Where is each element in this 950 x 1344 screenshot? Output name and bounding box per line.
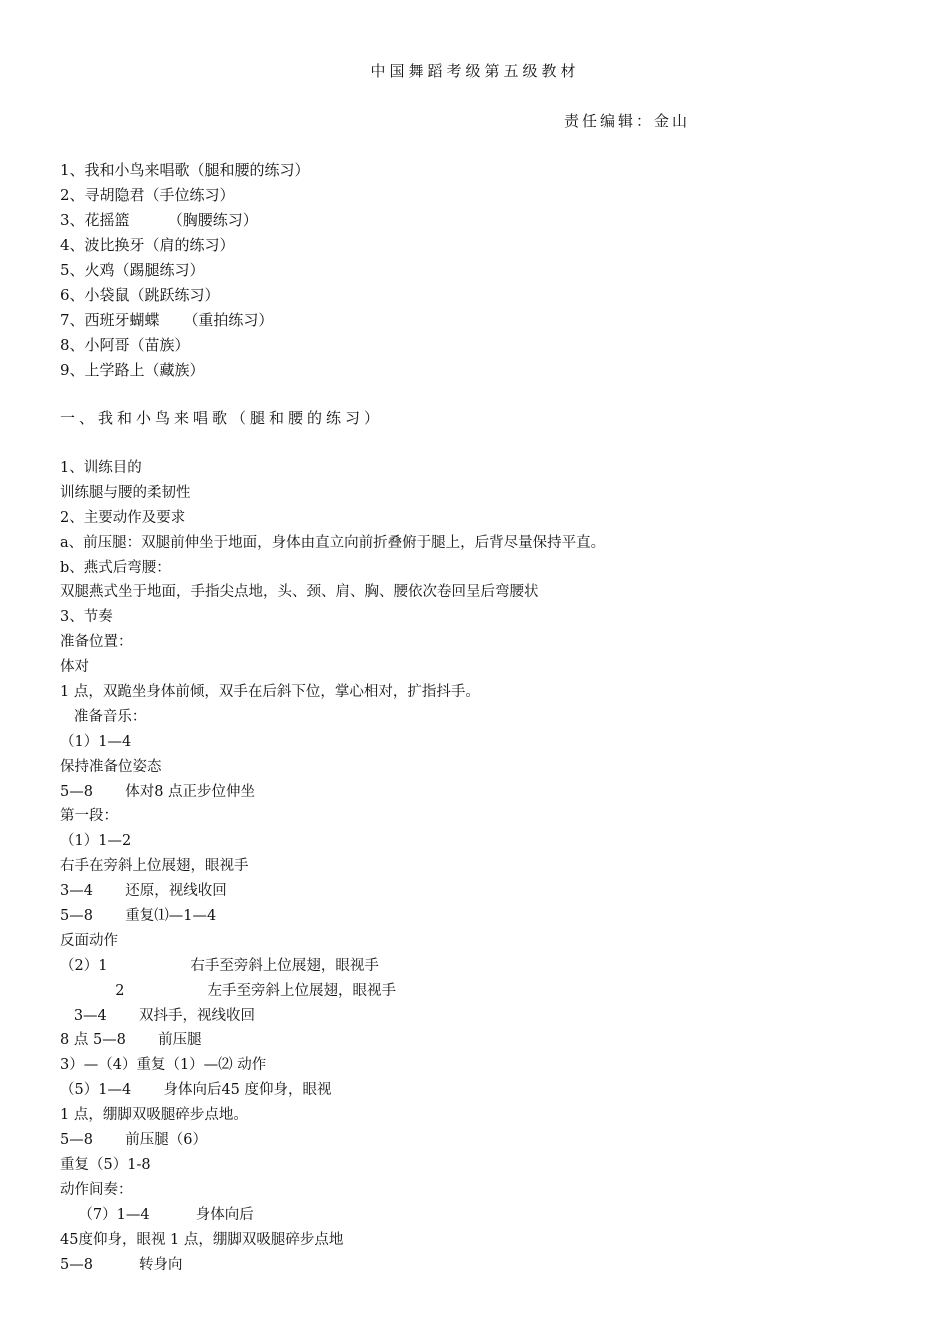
body-line: 2、主要动作及要求 bbox=[60, 509, 186, 526]
body-line: 动作间奏： bbox=[60, 1181, 133, 1198]
toc-item: 9、上学路上（藏族） bbox=[60, 361, 205, 379]
body-line: 重复（5）1-8 bbox=[60, 1156, 151, 1173]
body-line: 体对 bbox=[60, 659, 89, 676]
body-line: 保持准备位姿态 bbox=[60, 758, 162, 775]
body-line: 3、节奏 bbox=[60, 609, 113, 626]
body-line: 1、训练目的 bbox=[60, 460, 142, 476]
body-line: 训练腿与腰的柔韧性 bbox=[60, 484, 191, 501]
body-line: 5—8 转身向 bbox=[60, 1256, 183, 1273]
body-line: 1 点，绷脚双吸腿碎步点地。 bbox=[60, 1107, 248, 1124]
toc-item: 2、寻胡隐君（手位练习） bbox=[60, 186, 235, 204]
body-line: （2）1 右手至旁斜上位展翅，眼视手 bbox=[60, 957, 379, 974]
document-title: 中国舞蹈考级第五级教材 bbox=[370, 62, 580, 80]
body-line: b、燕式后弯腰： bbox=[60, 559, 171, 576]
body-line: （7）1—4 身体向后 bbox=[60, 1206, 254, 1223]
body-line: 3）—（4）重复（1）—⑵ 动作 bbox=[60, 1057, 267, 1074]
body-line: 45度仰身，眼视 1 点，绷脚双吸腿碎步点地 bbox=[60, 1231, 344, 1248]
body-line: 5—8 体对8 点正步位伸坐 bbox=[60, 783, 256, 800]
body-line: 2 左手至旁斜上位展翅，眼视手 bbox=[60, 982, 396, 999]
body-line: （1）1—2 bbox=[60, 833, 132, 850]
body-line: 准备位置： bbox=[60, 634, 133, 651]
body-line: 双腿燕式坐于地面，手指尖点地，头、颈、肩、胸、腰依次卷回呈后弯腰状 bbox=[60, 584, 539, 601]
section-body bbox=[60, 456, 605, 1277]
editor-credit: 责任编辑：金山 bbox=[564, 112, 691, 130]
body-line: a、前压腿：双腿前伸坐于地面，身体由直立向前折叠俯于腿上，后背尽量保持平直。 bbox=[60, 534, 606, 551]
body-line: （1）1—4 bbox=[60, 733, 132, 750]
toc-item: 5、火鸡（踢腿练习） bbox=[60, 261, 205, 279]
toc-item: 3、花摇篮 （胸腰练习） bbox=[60, 211, 258, 229]
body-line: 1 点，双跪坐身体前倾，双手在后斜下位，掌心相对，扩指抖手。 bbox=[60, 684, 480, 701]
body-line: 5—8 前压腿（6） bbox=[60, 1132, 207, 1149]
body-line: 3—4 还原，视线收回 bbox=[60, 883, 227, 900]
body-line: 3—4 双抖手，视线收回 bbox=[60, 1007, 256, 1024]
body-line: （5）1—4 身体向后45 度仰身，眼视 bbox=[60, 1082, 332, 1099]
body-line: 准备音乐： bbox=[60, 708, 147, 725]
body-line: 右手在旁斜上位展翅，眼视手 bbox=[60, 858, 249, 875]
toc-item: 4、波比换牙（肩的练习） bbox=[60, 236, 235, 254]
toc-item: 1、我和小鸟来唱歌（腿和腰的练习） bbox=[60, 161, 310, 179]
body-line: 5—8 重复⑴—1—4 bbox=[60, 908, 217, 925]
table-of-contents bbox=[60, 158, 310, 383]
body-line: 反面动作 bbox=[60, 932, 118, 949]
section-heading: 一、我和小鸟来唱歌（腿和腰的练习） bbox=[60, 409, 384, 427]
toc-item: 7、西班牙蝴蝶 （重拍练习） bbox=[60, 311, 274, 329]
body-line: 第一段： bbox=[60, 808, 118, 825]
toc-item: 8、小阿哥（苗族） bbox=[60, 336, 190, 354]
toc-item: 6、小袋鼠（跳跃练习） bbox=[60, 286, 220, 304]
body-line: 8 点 5—8 前压腿 bbox=[60, 1032, 202, 1049]
